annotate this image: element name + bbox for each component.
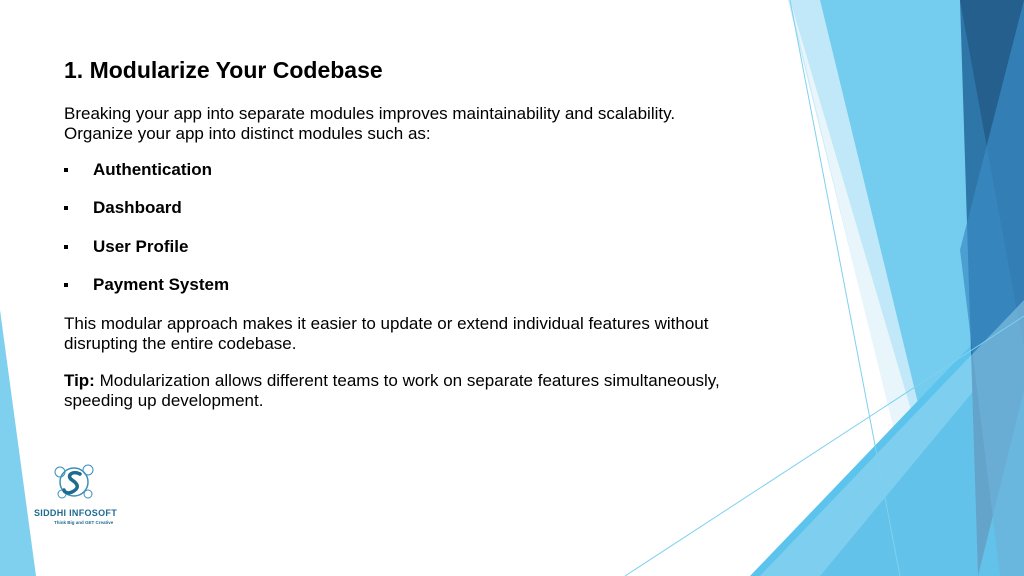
logo-tagline: Think Big and GET Creative	[54, 520, 114, 525]
module-label: Payment System	[93, 274, 230, 294]
approach-line-1: This modular approach makes it easier to update or extend individual features without	[64, 314, 709, 333]
intro-line-2: Organize your app into distinct modules such as:	[64, 123, 431, 143]
list-item	[64, 275, 229, 313]
list-item	[64, 237, 229, 275]
bullet-square-icon	[64, 245, 68, 249]
module-label: User Profile	[93, 236, 189, 256]
list-item	[64, 160, 229, 198]
slide-title: 1. Modularize Your Codebase	[64, 57, 383, 83]
tip-paragraph	[64, 371, 720, 410]
module-label: Dashboard	[93, 198, 182, 218]
left-edge-shape	[0, 310, 36, 576]
approach-line-2: disrupting the entire codebase.	[64, 333, 297, 353]
tip-label: Tip:	[64, 371, 95, 390]
bullet-square-icon	[64, 283, 68, 287]
bullet-square-icon	[64, 168, 68, 172]
bullet-square-icon	[64, 206, 68, 210]
intro-line-1: Breaking your app into separate modules improves maintainability and scalability.	[64, 104, 676, 123]
tip-line-2: speeding up development.	[64, 390, 264, 410]
intro-paragraph	[64, 104, 675, 143]
company-logo	[34, 458, 116, 528]
tip-text: Modularization allows different teams to work on separate features simultaneously,	[94, 371, 720, 390]
approach-paragraph	[64, 314, 708, 353]
tip-line-1	[64, 371, 720, 391]
module-label: Authentication	[93, 160, 212, 179]
logo-name: SIDDHI INFOSOFT	[34, 508, 117, 518]
list-item	[64, 198, 229, 236]
logo-emblem-icon	[34, 458, 116, 508]
module-list	[64, 160, 229, 313]
